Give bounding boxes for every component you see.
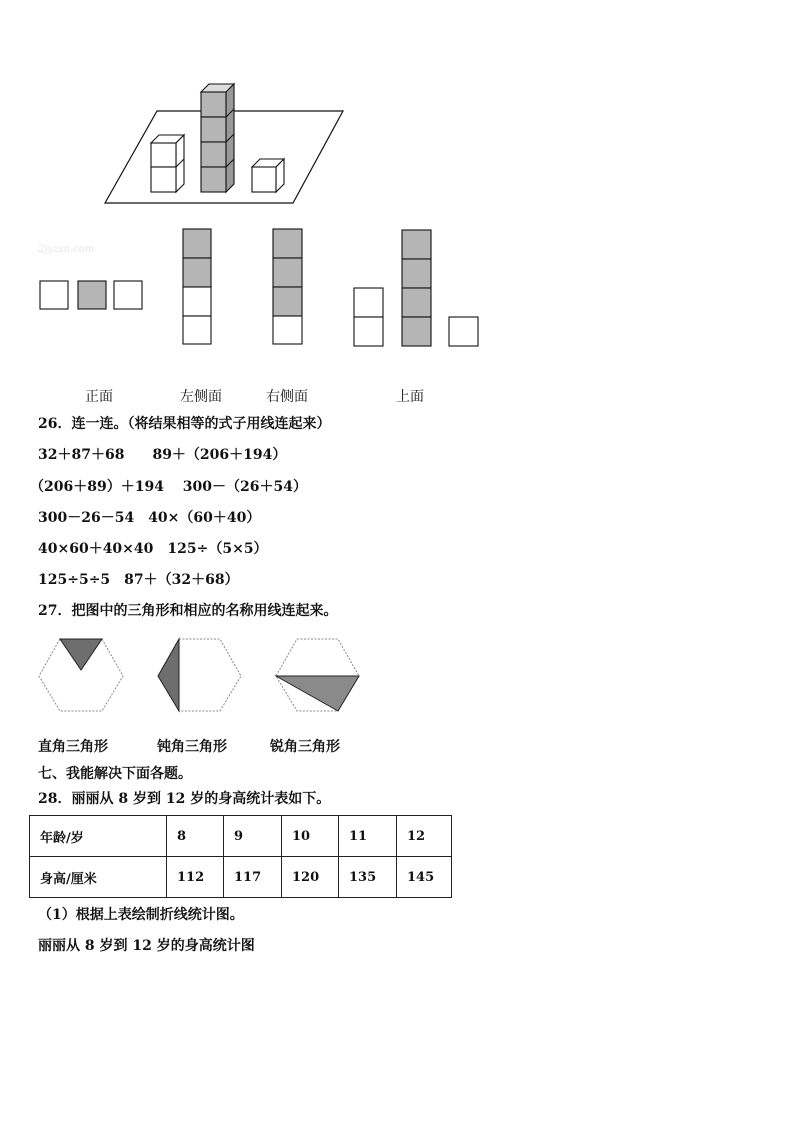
view-right [273,229,302,344]
q26-title: 26．连一连。（将结果相等的式子用线连起来） [38,416,331,432]
table-cell: 112 [167,857,224,898]
table-cell: 117 [224,857,282,898]
triangle-name-acute: 锐角三角形 [270,739,340,755]
q26-row: （206＋89）＋194 300－（26＋54） [30,479,307,495]
watermark: 2jyzsn.com [38,244,95,255]
view-top [354,230,478,346]
hexagon-1 [39,639,123,711]
q26-row: 32＋87＋68 89＋（206＋194） [38,447,287,463]
table-cell: 120 [282,857,339,898]
table-cell: 145 [397,857,452,898]
table-cell: 135 [339,857,397,898]
table-cell: 9 [224,816,282,857]
table-cell: 8 [167,816,224,857]
table-cell: 11 [339,816,397,857]
q27-title: 27．把图中的三角形和相应的名称用线连起来。 [38,603,338,619]
label-front: 正面 [85,389,113,405]
section-7-title: 七、我能解决下面各题。 [38,766,192,782]
q28-sub1: （1）根据上表绘制折线统计图。 [38,907,244,923]
height-table [29,815,452,898]
table-cell: 12 [397,816,452,857]
label-right-side: 右侧面 [266,389,308,405]
row-header-height: 身高/厘米 [30,857,167,898]
label-left-side: 左侧面 [180,389,222,405]
hexagon-2 [158,639,241,711]
view-left [183,229,211,344]
cube-single-right [252,159,284,192]
chart-title: 丽丽从 8 岁到 12 岁的身高统计图 [38,938,255,954]
view-front [40,281,142,309]
view-figures [36,224,486,350]
triangle-name-obtuse: 钝角三角形 [157,739,227,755]
q26-row: 40×60＋40×40 125÷（5×5） [38,541,268,557]
row-header-age: 年龄/岁 [30,816,167,857]
table-row [30,816,452,857]
cube-stack-left [151,135,184,192]
table-row [30,857,452,898]
triangle-name-right: 直角三角形 [38,739,108,755]
hexagon-3 [276,639,359,711]
table-cell: 10 [282,816,339,857]
q26-row: 300－26－54 40×（60＋40） [38,510,261,526]
label-top: 上面 [396,389,424,405]
q28-title: 28．丽丽从 8 岁到 12 岁的身高统计表如下。 [38,791,331,807]
cube-stack-middle [201,84,234,192]
triangle-obtuse-shaded [158,639,179,711]
hexagon-figures [36,634,366,718]
q26-row: 125÷5÷5 87＋（32＋68） [38,572,239,588]
cube-arrangement-figure [100,80,350,210]
